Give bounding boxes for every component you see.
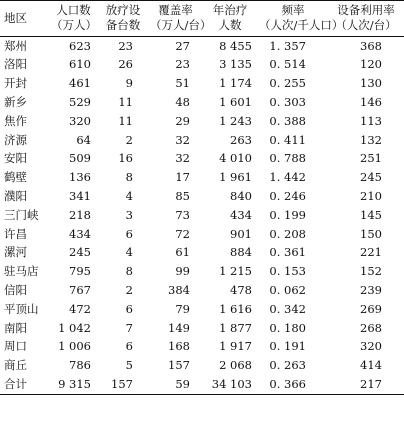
cell-annual-treatments: 8 455 bbox=[219, 38, 252, 53]
cell-population: 434 bbox=[69, 226, 91, 241]
cell-population: 320 bbox=[69, 113, 91, 128]
table-row bbox=[0, 357, 404, 376]
table-row bbox=[0, 150, 404, 169]
cell-frequency: 0. 062 bbox=[269, 283, 306, 297]
header-region bbox=[0, 1, 50, 37]
table-row bbox=[0, 281, 404, 300]
cell-equipment-count: 23 bbox=[118, 38, 133, 53]
header-utilization bbox=[328, 1, 404, 37]
cell-coverage: 17 bbox=[175, 170, 190, 185]
cell-equipment-count: 6 bbox=[125, 226, 133, 241]
table-row bbox=[0, 319, 404, 338]
cell-population: 461 bbox=[69, 76, 91, 91]
cell-coverage: 149 bbox=[168, 320, 190, 335]
cell-coverage: 61 bbox=[175, 245, 190, 260]
cell-population: 786 bbox=[69, 358, 91, 373]
cell-annual-treatments: 3 135 bbox=[219, 57, 252, 72]
table-row bbox=[0, 131, 404, 150]
table-row bbox=[0, 225, 404, 244]
cell-region: 洛阳 bbox=[4, 57, 27, 72]
cell-region: 许昌 bbox=[4, 226, 27, 241]
cell-population: 623 bbox=[69, 38, 91, 53]
table-row bbox=[0, 56, 404, 75]
cell-utilization: 130 bbox=[360, 76, 382, 91]
cell-equipment-count: 2 bbox=[125, 283, 133, 297]
table-row bbox=[0, 112, 404, 131]
header-utilization-line1: 设备利用率 bbox=[337, 3, 395, 17]
cell-region: 三门峡 bbox=[4, 207, 39, 222]
cell-coverage: 59 bbox=[175, 376, 190, 391]
cell-utilization: 368 bbox=[360, 38, 382, 53]
cell-frequency: 0. 180 bbox=[269, 320, 306, 335]
table-row bbox=[0, 338, 404, 357]
cell-annual-treatments: 901 bbox=[230, 226, 252, 241]
cell-frequency: 0. 388 bbox=[269, 113, 306, 128]
cell-utilization: 113 bbox=[360, 113, 382, 128]
cell-region: 安阳 bbox=[4, 151, 27, 166]
header-equipment-count bbox=[97, 1, 149, 37]
table-row bbox=[0, 244, 404, 263]
table-row bbox=[0, 300, 404, 319]
table-row bbox=[0, 169, 404, 188]
table-row bbox=[0, 187, 404, 206]
cell-coverage: 51 bbox=[175, 76, 190, 91]
header-population bbox=[50, 1, 97, 37]
cell-region: 漯河 bbox=[4, 245, 27, 260]
cell-region: 郑州 bbox=[4, 38, 27, 53]
cell-region: 信阳 bbox=[4, 283, 27, 297]
header-population-line1: 人口数 bbox=[56, 3, 91, 17]
cell-coverage: 79 bbox=[175, 301, 190, 316]
cell-utilization: 245 bbox=[360, 170, 382, 185]
header-coverage-line2: （万人/台） bbox=[150, 18, 212, 32]
cell-coverage: 48 bbox=[175, 95, 190, 110]
cell-annual-treatments: 1 917 bbox=[219, 339, 252, 354]
cell-equipment-count: 9 bbox=[125, 76, 133, 91]
cell-equipment-count: 11 bbox=[118, 95, 133, 110]
table-total-row bbox=[0, 375, 404, 394]
cell-utilization: 414 bbox=[360, 358, 382, 373]
cell-region: 平顶山 bbox=[4, 301, 39, 316]
cell-equipment-count: 4 bbox=[125, 189, 133, 204]
cell-region: 焦作 bbox=[4, 113, 27, 128]
cell-region: 驻马店 bbox=[4, 264, 39, 279]
cell-coverage: 157 bbox=[168, 358, 190, 373]
cell-utilization: 152 bbox=[360, 264, 382, 279]
cell-equipment-count: 4 bbox=[125, 245, 133, 260]
cell-population: 529 bbox=[69, 95, 91, 110]
cell-frequency: 0. 255 bbox=[269, 76, 306, 91]
cell-annual-treatments: 4 010 bbox=[219, 151, 252, 166]
header-coverage bbox=[149, 1, 212, 37]
header-annual-treatments-line2: 人数 bbox=[218, 18, 242, 32]
cell-population: 245 bbox=[69, 245, 91, 260]
cell-frequency: 0. 153 bbox=[269, 264, 306, 279]
cell-population: 1 006 bbox=[58, 339, 91, 354]
cell-frequency: 0. 788 bbox=[269, 151, 306, 166]
header-frequency-line1: 频率 bbox=[281, 3, 305, 17]
cell-annual-treatments: 1 215 bbox=[219, 264, 252, 279]
cell-utilization: 146 bbox=[360, 95, 382, 110]
cell-frequency: 0. 246 bbox=[269, 189, 306, 204]
header-frequency bbox=[258, 1, 344, 37]
cell-population: 341 bbox=[69, 189, 91, 204]
table-row bbox=[0, 263, 404, 282]
cell-annual-treatments: 478 bbox=[230, 283, 252, 297]
cell-region: 商丘 bbox=[4, 358, 27, 373]
cell-annual-treatments: 1 616 bbox=[219, 301, 252, 316]
cell-population: 472 bbox=[69, 301, 91, 316]
cell-population: 1 042 bbox=[58, 320, 91, 335]
cell-equipment-count: 6 bbox=[125, 339, 133, 354]
header-region-line1: 地区 bbox=[4, 10, 27, 25]
cell-population: 610 bbox=[69, 57, 91, 72]
cell-population: 767 bbox=[69, 283, 91, 297]
cell-region: 周口 bbox=[4, 339, 27, 354]
header-equipment-count-line1: 放疗设 bbox=[105, 3, 141, 17]
cell-coverage: 32 bbox=[175, 132, 190, 147]
cell-annual-treatments: 884 bbox=[230, 245, 252, 260]
cell-annual-treatments: 34 103 bbox=[211, 376, 252, 391]
cell-population: 64 bbox=[76, 132, 91, 147]
cell-annual-treatments: 263 bbox=[230, 132, 252, 147]
table-header-row bbox=[0, 1, 404, 37]
cell-frequency: 1. 442 bbox=[269, 170, 306, 185]
cell-equipment-count: 7 bbox=[125, 320, 133, 335]
cell-frequency: 0. 263 bbox=[269, 358, 306, 373]
cell-utilization: 221 bbox=[360, 245, 382, 260]
cell-frequency: 0. 361 bbox=[269, 245, 306, 260]
cell-equipment-count: 11 bbox=[118, 113, 133, 128]
table-row bbox=[0, 75, 404, 94]
cell-frequency: 0. 342 bbox=[269, 301, 306, 316]
cell-frequency: 0. 303 bbox=[269, 95, 306, 110]
header-equipment-count-line2: 备台数 bbox=[105, 18, 141, 32]
cell-equipment-count: 5 bbox=[125, 358, 133, 373]
cell-region: 新乡 bbox=[4, 95, 27, 110]
cell-population: 795 bbox=[69, 264, 91, 279]
cell-region: 濮阳 bbox=[4, 189, 27, 204]
cell-frequency: 0. 514 bbox=[269, 57, 306, 72]
cell-utilization: 269 bbox=[360, 301, 382, 316]
cell-annual-treatments: 1 243 bbox=[219, 113, 252, 128]
cell-utilization: 217 bbox=[360, 376, 382, 391]
cell-frequency: 0. 366 bbox=[269, 376, 306, 391]
header-utilization-line2: （人次/台） bbox=[335, 18, 397, 32]
cell-utilization: 120 bbox=[360, 57, 382, 72]
table-body bbox=[0, 37, 404, 395]
cell-coverage: 27 bbox=[175, 38, 190, 53]
cell-coverage: 72 bbox=[175, 226, 190, 241]
cell-region: 合计 bbox=[4, 376, 27, 391]
header-frequency-line2: （人次/千人口） bbox=[259, 18, 344, 32]
cell-annual-treatments: 1 877 bbox=[219, 320, 252, 335]
cell-annual-treatments: 1 601 bbox=[219, 95, 252, 110]
table-row bbox=[0, 37, 404, 56]
cell-annual-treatments: 1 174 bbox=[219, 76, 252, 91]
cell-population: 509 bbox=[69, 151, 91, 166]
cell-utilization: 210 bbox=[360, 189, 382, 204]
cell-frequency: 1. 357 bbox=[269, 38, 306, 53]
cell-population: 9 315 bbox=[58, 376, 91, 391]
cell-coverage: 99 bbox=[175, 264, 190, 279]
header-population-line2: （万人） bbox=[51, 18, 97, 32]
cell-coverage: 168 bbox=[168, 339, 190, 354]
cell-frequency: 0. 208 bbox=[269, 226, 306, 241]
header-coverage-line1: 覆盖率 bbox=[158, 3, 193, 17]
cell-frequency: 0. 411 bbox=[269, 132, 306, 147]
cell-coverage: 85 bbox=[175, 189, 190, 204]
cell-utilization: 132 bbox=[360, 132, 382, 147]
cell-frequency: 0. 199 bbox=[269, 207, 306, 222]
cell-region: 济源 bbox=[4, 132, 27, 147]
cell-utilization: 251 bbox=[360, 151, 382, 166]
table-row bbox=[0, 93, 404, 112]
cell-utilization: 150 bbox=[360, 226, 382, 241]
cell-coverage: 23 bbox=[175, 57, 190, 72]
cell-coverage: 29 bbox=[175, 113, 190, 128]
table-row bbox=[0, 206, 404, 225]
cell-equipment-count: 16 bbox=[118, 151, 133, 166]
cell-utilization: 145 bbox=[360, 207, 382, 222]
cell-equipment-count: 157 bbox=[111, 376, 133, 391]
cell-region: 南阳 bbox=[4, 320, 27, 335]
cell-frequency: 0. 191 bbox=[269, 339, 306, 354]
cell-annual-treatments: 434 bbox=[230, 207, 252, 222]
cell-utilization: 239 bbox=[360, 283, 382, 297]
cell-population: 218 bbox=[69, 207, 91, 222]
cell-coverage: 32 bbox=[175, 151, 190, 166]
cell-annual-treatments: 840 bbox=[230, 189, 252, 204]
cell-annual-treatments: 2 068 bbox=[219, 358, 252, 373]
cell-coverage: 384 bbox=[168, 283, 190, 297]
cell-coverage: 73 bbox=[175, 207, 190, 222]
cell-region: 鹤壁 bbox=[4, 170, 27, 185]
cell-region: 开封 bbox=[4, 76, 27, 91]
cell-population: 136 bbox=[69, 170, 91, 185]
cell-equipment-count: 26 bbox=[118, 57, 133, 72]
cell-utilization: 320 bbox=[360, 339, 382, 354]
header-annual-treatments-line1: 年治疗 bbox=[212, 3, 248, 17]
cell-annual-treatments: 1 961 bbox=[219, 170, 252, 185]
cell-equipment-count: 2 bbox=[125, 132, 133, 147]
cell-equipment-count: 8 bbox=[125, 170, 133, 185]
cell-equipment-count: 6 bbox=[125, 301, 133, 316]
cell-utilization: 268 bbox=[360, 320, 382, 335]
cell-equipment-count: 3 bbox=[125, 207, 133, 222]
cell-equipment-count: 8 bbox=[125, 264, 133, 279]
